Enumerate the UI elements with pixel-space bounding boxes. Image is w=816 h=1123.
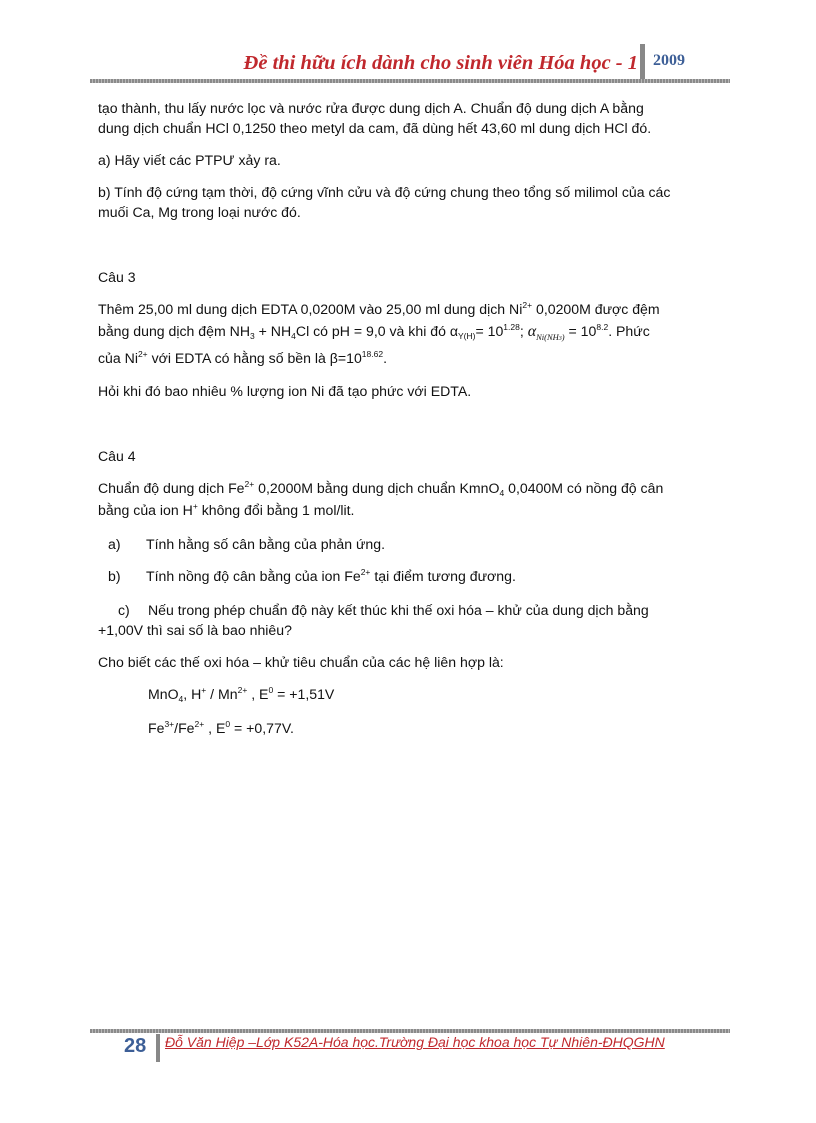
alpha-sub-3: 3 [558, 336, 562, 342]
alpha-subscript [536, 332, 565, 342]
item-a-label: a) [108, 536, 121, 552]
c4-text: 0,2000M bằng dung dịch chuẩn KmnO [254, 480, 500, 496]
question-b-line-2: muối Ca, Mg trong loại nước đó. [98, 204, 301, 220]
paragraph-intro [98, 98, 718, 138]
page-header [0, 0, 816, 90]
cau3-question: Hỏi khi đó bao nhiêu % lượng ion Ni đã tạo phức với EDTA. [98, 383, 472, 399]
c3-text: . [383, 350, 387, 366]
cau4-item-c [98, 600, 718, 640]
c3-sup: 1.28 [503, 322, 520, 332]
cau4-title: Câu 4 [98, 448, 136, 464]
item-c-line-1: Nếu trong phép chuẩn độ này kết thúc khi thế oxi hóa – khử của dung dịch bằng [148, 602, 649, 618]
c3-sub: 3 [250, 331, 255, 341]
cau4-item-b [98, 566, 718, 588]
c3-text: . Phức [608, 323, 650, 339]
c4-text: Chuẩn độ dung dịch Fe [98, 480, 245, 496]
c4-sup: + [192, 501, 198, 511]
page-content [98, 98, 718, 740]
c3-sub: Y(H) [457, 331, 476, 341]
eq-text: MnO [148, 686, 179, 702]
c3-text: Thêm 25,00 ml dung dịch EDTA 0,0200M vào 25,00 ml dung dịch Ni [98, 301, 523, 317]
eq-text: = +1,51V [273, 686, 335, 702]
item-b-label: b) [108, 568, 121, 584]
c4-sup: 2+ [360, 567, 371, 577]
given-potentials: Cho biết các thế oxi hóa – khử tiêu chuẩn của các hệ liên hợp là: [98, 654, 504, 670]
eq-sup: 0 [268, 685, 274, 695]
eq-text: , E [247, 686, 269, 702]
c3-sup: 18.62 [361, 349, 384, 359]
item-c-line-2: +1,00V thì sai số là bao nhiêu? [98, 622, 292, 638]
eq-text: /Fe [174, 720, 195, 736]
c3-sup: 2+ [522, 300, 533, 310]
c3-line-3 [98, 348, 387, 370]
header-separator [640, 44, 645, 80]
c3-sup: 2+ [137, 349, 148, 359]
eq-text: Fe [148, 720, 165, 736]
alpha-symbol: α [527, 323, 537, 340]
eq-text: , E [204, 720, 226, 736]
c4-text: bằng của ion H [98, 502, 193, 518]
c3-text: của Ni [98, 350, 138, 366]
c4-sub: 4 [499, 488, 505, 498]
intro-line-1: tạo thành, thu lấy nước lọc và nước rửa được dung dịch A. Chuẩn độ dung dịch A bằng [98, 100, 644, 116]
cau4-item-a [98, 534, 718, 554]
cau3-title: Câu 3 [98, 269, 136, 285]
c3-sub: 4 [291, 331, 296, 341]
c3-text: + NH [254, 323, 292, 339]
equation-mno4 [98, 684, 718, 706]
c4-text: 0,0400M có nồng độ cân [504, 480, 664, 496]
c4-text: tại điểm tương đương. [370, 568, 516, 584]
question-a: a) Hãy viết các PTPƯ xảy ra. [98, 152, 281, 168]
eq-sup: 2+ [237, 685, 248, 695]
intro-line-2: dung dịch chuẩn HCl 0,1250 theo metyl da cam, đã dùng hết 43,60 ml dung dịch HCl đó. [98, 120, 652, 136]
eq-sup: 0 [225, 719, 231, 729]
item-b-text [146, 566, 516, 588]
eq-sup: + [201, 685, 207, 695]
c3-text: = 10 [475, 323, 504, 339]
alpha-sub-close: ) [561, 332, 565, 342]
alpha-sub-text: Ni(NH [536, 332, 559, 342]
c3-text: ; [519, 323, 528, 339]
eq-text: , H [183, 686, 202, 702]
question-b-line-1: b) Tính độ cứng tạm thời, độ cứng vĩnh cửu và độ cứng chung theo tổng số milimol của các [98, 184, 671, 200]
footer-rule [90, 1029, 730, 1033]
eq-sup: 2+ [194, 719, 205, 729]
c3-text: 0,0200M được đệm [532, 301, 660, 317]
header-year: 2009 [653, 52, 685, 69]
item-c-label: c) [118, 602, 130, 618]
c4-text: Tính nồng độ cân bằng của ion Fe [146, 568, 361, 584]
header-title: Đề thi hữu ích dành cho sinh viên Hóa học - 1 [243, 52, 638, 74]
c3-text: với EDTA có hằng số bền là β=10 [147, 350, 362, 366]
c4-text: không đổi bằng 1 mol/lit. [197, 502, 355, 518]
c4-sup: 2+ [244, 479, 255, 489]
question-b [98, 182, 718, 222]
c3-text: bằng dung dịch đệm NH [98, 323, 250, 339]
equation-fe [98, 718, 718, 740]
footer-credit: Đỗ Văn Hiệp –Lớp K52A-Hóa học.Trường Đại học khoa học Tự Nhiên-ĐHQGHN [165, 1034, 665, 1050]
cau3-paragraph [98, 299, 718, 370]
footer-separator [156, 1034, 160, 1062]
c3-text: Cl có pH = 9,0 và khi đó α [295, 323, 458, 339]
page-number: 28 [124, 1035, 147, 1057]
eq-sup: 3+ [164, 719, 175, 729]
c3-sup: 8.2 [596, 322, 609, 332]
cau4-paragraph [98, 478, 718, 522]
eq-text: = +0,77V. [230, 720, 294, 736]
eq-sub: 4 [178, 694, 184, 704]
header-rule [90, 79, 730, 83]
item-a-text: Tính hằng số cân bằng của phản ứng. [146, 536, 386, 552]
c3-text: = 10 [564, 323, 597, 339]
eq-text: / Mn [206, 686, 238, 702]
